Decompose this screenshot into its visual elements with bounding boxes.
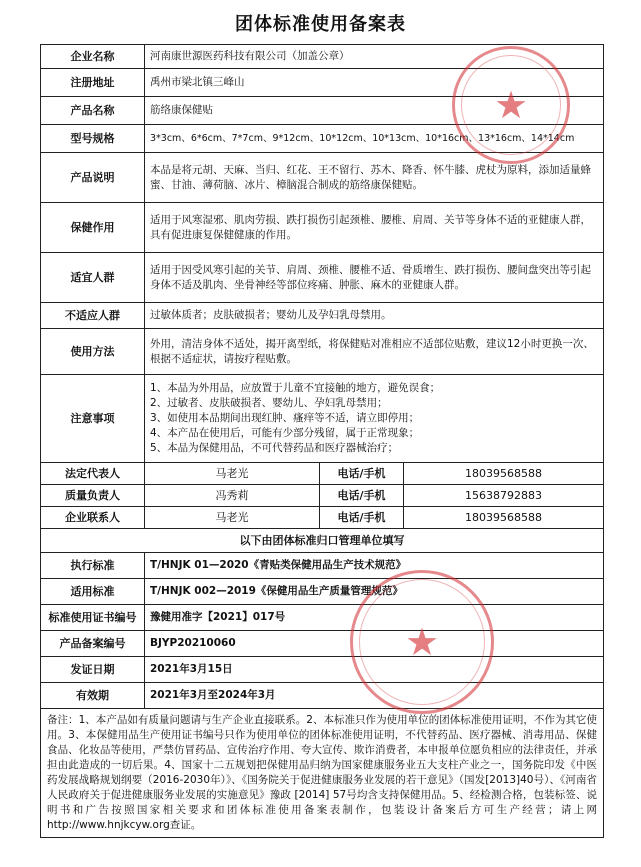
record-no-value: BJYP20210060 [145, 631, 604, 657]
legal-rep-label: 法定代表人 [41, 463, 145, 485]
valid-value: 2021年3月至2024年3月 [145, 683, 604, 709]
suitable-value: 适用于因受风寒引起的关节、肩周、颈椎、腰椎不适、骨质增生、跌打损伤、腰间盘突出等引起身体不适及肌肉、坐骨神经等部位疼痛、肿胀、麻木的亚健康人群。 [145, 253, 604, 303]
company-label: 企业名称 [41, 45, 145, 69]
address-value: 禹州市梁北镇三峰山 [145, 69, 604, 97]
record-table [40, 44, 604, 838]
quality-lead-name: 冯秀莉 [145, 485, 320, 507]
function-value: 适用于风寒湿邪、肌肉劳损、跌打损伤引起颈椎、腰椎、肩周、关节等身体不适的亚健康人群，具有促进康复保健健康的作用。 [145, 203, 604, 253]
unsuitable-value: 过敏体质者；皮肤破损者；婴幼儿及孕妇乳母禁用。 [145, 303, 604, 329]
cert-no-label: 标准使用证书编号 [41, 605, 145, 631]
remarks: 备注：1、本产品如有质量问题请与生产企业直接联系。2、本标准只作为使用单位的团体标准使用证明，不作为其它使用。3、本保健用品生产使用证书编号只作为使用单位的团体标准使用证明，不代替药品、医疗器械、消毒用品、保健食品、化妆品等使用，严禁仿冒药品、宣传治疗作用、夸大宣传、欺诈消费者，本申报单位愿负相应的法律责任，并承担由此造成的一切后果。4、国家十二五规划把保健用品归纳为国家健康服务业五大支柱产业之一，国务院印发《中医药发展战略规划纲要（2016-2030年）》、《国务院关于促进健康服务业发展的若干意见》（国发[2013]40号）、《河南省人民政府关于促进健康服务业发展的实施意见》豫政 [2014] 57号均含支持保健用品。5、经检测合格，包装标签、说明书和广告按照国家相关要求和团体标准使用备案表制作，包装设计备案后方可生产经营；请上网http://www.hnjkcyw.org查证。 [41, 709, 604, 838]
section-header: 以下由团体标准归口管理单位填写 [41, 529, 604, 553]
standard-label: 执行标准 [41, 553, 145, 579]
model-label: 型号规格 [41, 125, 145, 153]
legal-rep-name: 马老光 [145, 463, 320, 485]
description-label: 产品说明 [41, 153, 145, 203]
contact-person-label: 企业联系人 [41, 507, 145, 529]
address-label: 注册地址 [41, 69, 145, 97]
quality-lead-label: 质量负责人 [41, 485, 145, 507]
legal-rep-phone: 18039568588 [404, 463, 604, 485]
contact-person-name: 马老光 [145, 507, 320, 529]
company-value: 河南康世源医药科技有限公司（加盖公章） [145, 45, 604, 69]
cautions-label: 注意事项 [41, 375, 145, 463]
caution-item: 2、过敏者、皮肤破损者、婴幼儿、孕妇乳母禁用； [150, 397, 388, 409]
usage-label: 使用方法 [41, 329, 145, 375]
quality-lead-phone: 15638792883 [404, 485, 604, 507]
contact-person-phone: 18039568588 [404, 507, 604, 529]
page-title: 团体标准使用备案表 [235, 14, 406, 35]
issue-date-value: 2021年3月15日 [145, 657, 604, 683]
issue-date-label: 发证日期 [41, 657, 145, 683]
phone-label: 电话/手机 [320, 507, 404, 529]
product-name-value: 筋络康保健贴 [145, 97, 604, 125]
model-value: 3*3cm、6*6cm、7*7cm、9*12cm、10*12cm、10*13cm、10*16cm、13*16cm、14*14cm [145, 125, 604, 153]
caution-item: 4、本产品在使用后，可能有少部分残留，属于正常现象； [150, 427, 420, 439]
unsuitable-label: 不适应人群 [41, 303, 145, 329]
function-label: 保健作用 [41, 203, 145, 253]
cert-no-value: 豫健用准字【2021】017号 [145, 605, 604, 631]
standard-value: T/HNJK 01—2020《青贴类保健用品生产技术规范》 [145, 553, 604, 579]
usage-value: 外用，清洁身体不适处，揭开离型纸，将保健贴对准相应不适部位贴敷，建议12小时更换一次、根据不适症状，请按疗程贴敷。 [145, 329, 604, 375]
caution-item: 1、本品为外用品，应放置于儿童不宜接触的地方，避免误食； [150, 382, 441, 394]
star-icon: ★ [404, 620, 440, 664]
description-value: 本品是将元胡、天麻、当归、红花、王不留行、苏木、降香、怀牛膝、虎杖为原料，添加适量蜂蜜、甘油、薄荷脑、冰片、樟脑混合制成的筋络康保健贴。 [145, 153, 604, 203]
applicable-value: T/HNJK 002—2019《保健用品生产质量管理规范》 [145, 579, 604, 605]
star-icon: ★ [493, 83, 529, 127]
phone-label: 电话/手机 [320, 463, 404, 485]
phone-label: 电话/手机 [320, 485, 404, 507]
valid-label: 有效期 [41, 683, 145, 709]
cautions-list [145, 375, 604, 463]
suitable-label: 适宜人群 [41, 253, 145, 303]
caution-item: 3、如使用本品期间出现红肿、瘙痒等不适，请立即停用； [150, 412, 420, 424]
record-no-label: 产品备案编号 [41, 631, 145, 657]
product-name-label: 产品名称 [41, 97, 145, 125]
applicable-label: 适用标准 [41, 579, 145, 605]
caution-item: 5、本品为保健用品，不可代替药品和医疗器械治疗； [150, 442, 399, 454]
